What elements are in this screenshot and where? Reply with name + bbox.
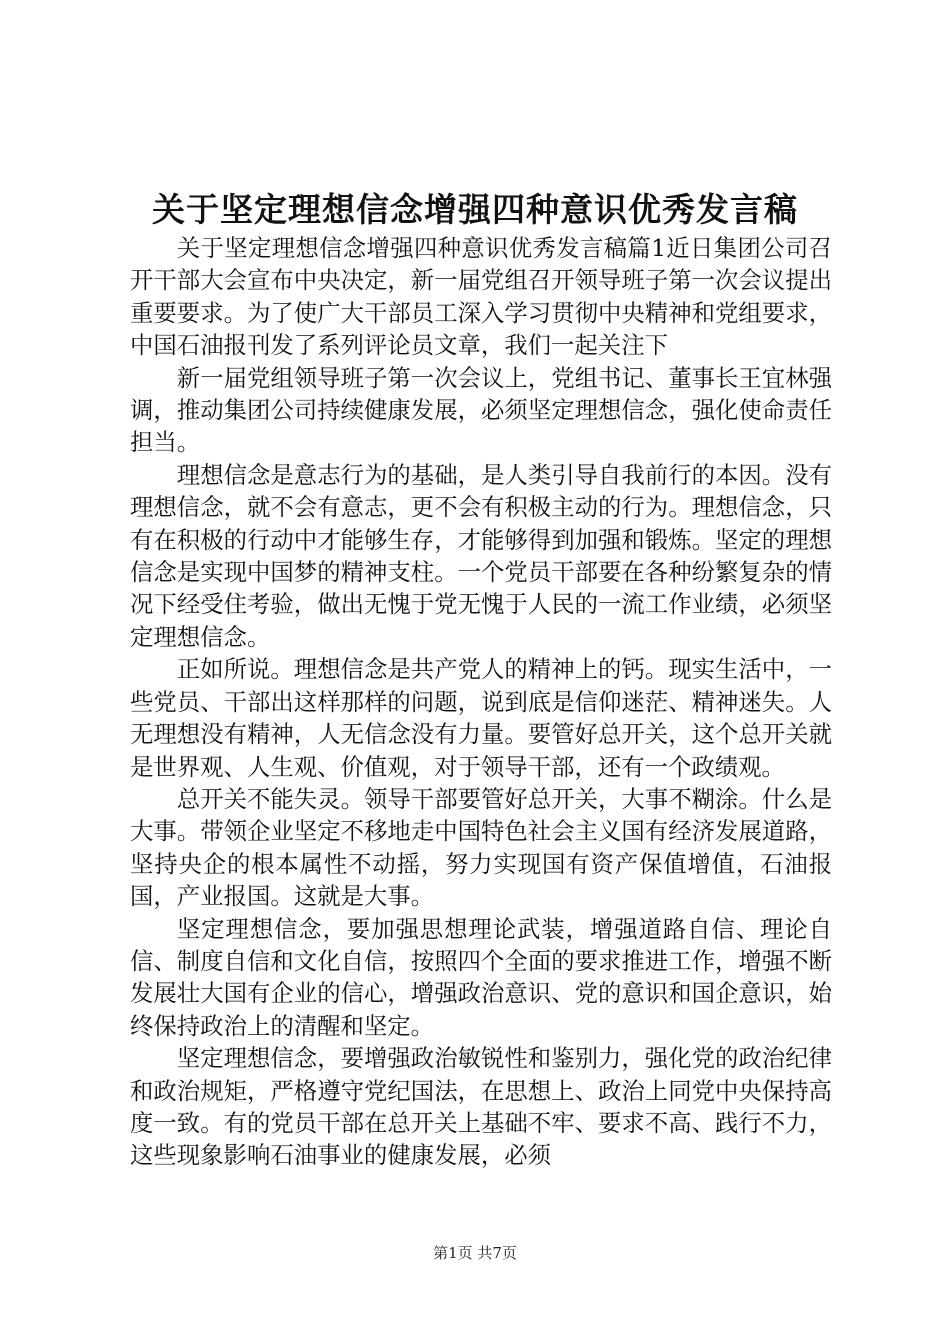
paragraph: 坚定理想信念，要加强思想理论武装，增强道路自信、理论自信、制度自信和文化自信，按照四个全面的要求推进工作，增强不断发展壮大国有企业的信心，增强政治意识、党的意识和国企意识，始终保持政治上的清醒和坚定。 bbox=[130, 914, 832, 1040]
paragraph: 正如所说。理想信念是共产党人的精神上的钙。现实生活中，一些党员、干部出这样那样的问题，说到底是信仰迷茫、精神迷失。人无理想没有精神，人无信念没有力量。要管好总开关，这个总开关就是世界观、人生观、价值观，对于领导干部，还有一个政绩观。 bbox=[130, 655, 832, 781]
document-title: 关于坚定理想信念增强四种意识优秀发言稿 bbox=[152, 190, 798, 229]
paragraph: 关于坚定理想信念增强四种意识优秀发言稿篇1近日集团公司召开干部大会宣布中央决定，新一届党组召开领导班子第一次会议提出重要要求。为了使广大干部员工深入学习贯彻中央精神和党组要求，中国石油报刊发了系列评论员文章，我们一起关注下 bbox=[130, 234, 832, 360]
document-body bbox=[130, 232, 832, 1172]
paragraph: 坚定理想信念，要增强政治敏锐性和鉴别力，强化党的政治纪律和政治规矩，严格遵守党纪国法，在思想上、政治上同党中央保持高度一致。有的党员干部在总开关上基础不牢、要求不高、践行不力，这些现象影响石油事业的健康发展，必须 bbox=[130, 1044, 832, 1170]
paragraph: 理想信念是意志行为的基础，是人类引导自我前行的本因。没有理想信念，就不会有意志，更不会有积极主动的行为。理想信念，只有在积极的行动中才能够生存，才能够得到加强和锻炼。坚定的理想信念是实现中国梦的精神支柱。一个党员干部要在各种纷繁复杂的情况下经受住考验，做出无愧于党无愧于人民的一流工作业绩，必须坚定理想信念。 bbox=[130, 460, 832, 651]
paragraph: 总开关不能失灵。领导干部要管好总开关，大事不糊涂。什么是大事。带领企业坚定不移地走中国特色社会主义国有经济发展道路，坚持央企的根本属性不动摇，努力实现国有资产保值增值，石油报国，产业报国。这就是大事。 bbox=[130, 784, 832, 911]
paragraph: 新一届党组领导班子第一次会议上，党组书记、董事长王宜林强调，推动集团公司持续健康发展，必须坚定理想信念，强化使命责任担当。 bbox=[130, 363, 832, 457]
page-number-footer: 第1页 共7页 bbox=[433, 1244, 517, 1262]
